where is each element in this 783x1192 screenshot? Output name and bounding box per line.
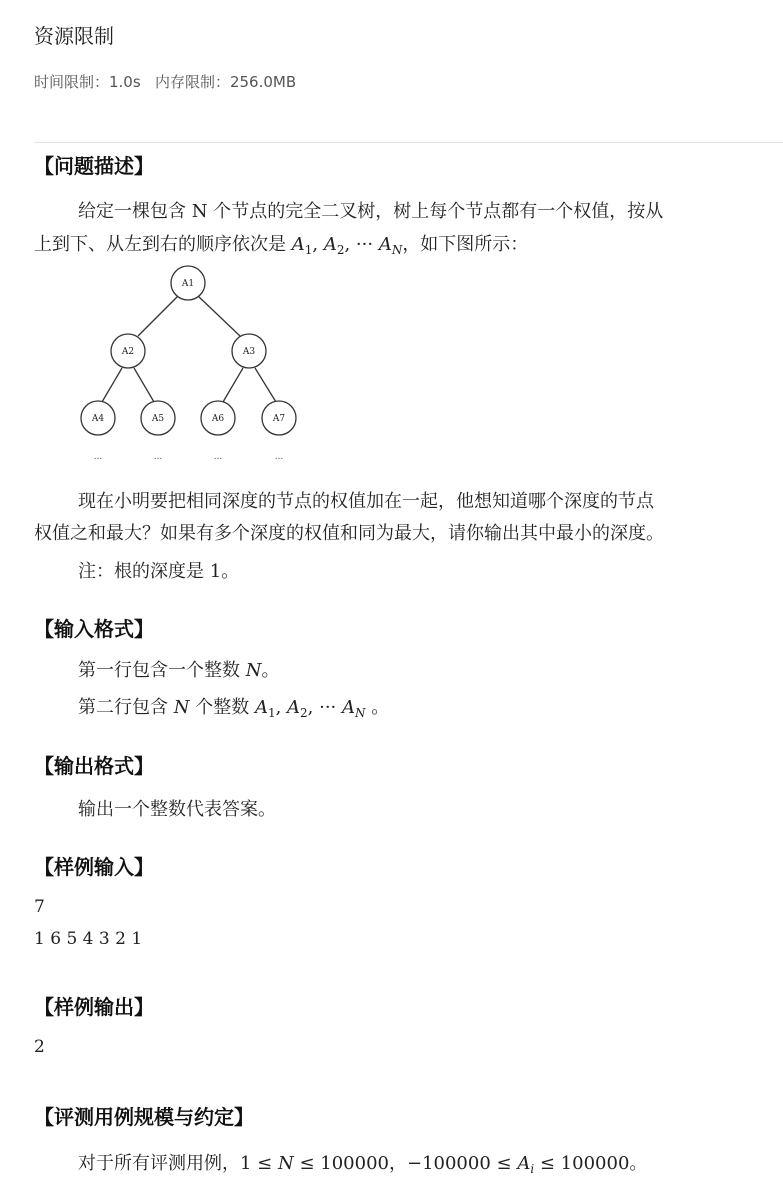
tree-node-label: A3: [242, 347, 256, 357]
constraints-heading: 【评测用例规模与约定】: [34, 1105, 254, 1129]
sample-input-heading: 【样例输入】: [34, 855, 154, 879]
output-format-line-1: 输出一个整数代表答案。: [78, 799, 276, 820]
sequence-expression: $A_1$, $A_2$, ··· $A_N$: [291, 234, 403, 257]
problem-note: 注：根的深度是 1。: [78, 561, 240, 582]
input-format-line-2: 第二行包含 N 个整数 $A_1$, $A_2$, ··· $A_N$ 。: [78, 697, 390, 720]
sample-input-line: 7: [34, 897, 45, 917]
problem-heading: 【问题描述】: [34, 154, 154, 178]
resource-limits: 时间限制：1.0s 内存限制：256.0MB: [34, 73, 297, 91]
constraint-range-a: $-100000 \le A_i \le 100000$: [406, 1153, 630, 1176]
output-format-heading: 【输出格式】: [34, 754, 154, 778]
tree-node-label: A4: [91, 414, 105, 424]
tree-node-label: A6: [211, 414, 225, 424]
problem-line-2: 上到下、从左到右的顺序依次是 $A_1$, $A_2$, ··· $A_N$，如下图所示：: [34, 234, 529, 257]
tree-ellipsis: ...: [93, 452, 103, 462]
constraints-line: 对于所有评测用例，1 ≤ N ≤ 100000，$-100000 \le A_i \le 100000$。: [78, 1153, 648, 1176]
tree-node-label: A2: [121, 347, 135, 357]
sample-output-line: 2: [34, 1037, 45, 1057]
tree-ellipsis: ...: [274, 452, 284, 462]
problem-line-4: 权值之和最大？如果有多个深度的权值和同为最大，请你输出其中最小的深度。: [34, 523, 664, 544]
tree-diagram: [60, 255, 320, 465]
sample-input-line: 1 6 5 4 3 2 1: [34, 929, 143, 949]
sequence-expression: $A_1$, $A_2$, ··· $A_N$: [254, 697, 366, 720]
input-format-heading: 【输入格式】: [34, 617, 154, 641]
tree-node-label: A1: [181, 279, 195, 289]
page-title: 资源限制: [34, 24, 114, 48]
constraint-range-n: 1 ≤ N ≤ 100000: [240, 1153, 389, 1174]
tree-ellipsis: ...: [153, 452, 163, 462]
tree-ellipsis: ...: [213, 452, 223, 462]
sample-output-heading: 【样例输出】: [34, 995, 154, 1019]
input-format-line-1: 第一行包含一个整数 N。: [78, 660, 280, 681]
divider: [34, 142, 783, 143]
tree-node-label: A7: [272, 414, 286, 424]
tree-node-label: A5: [151, 414, 165, 424]
problem-line-3: 现在小明要把相同深度的节点的权值加在一起，他想知道哪个深度的节点: [78, 491, 654, 512]
problem-line-1: 给定一棵包含 N 个节点的完全二叉树，树上每个节点都有一个权值，按从: [78, 201, 664, 222]
